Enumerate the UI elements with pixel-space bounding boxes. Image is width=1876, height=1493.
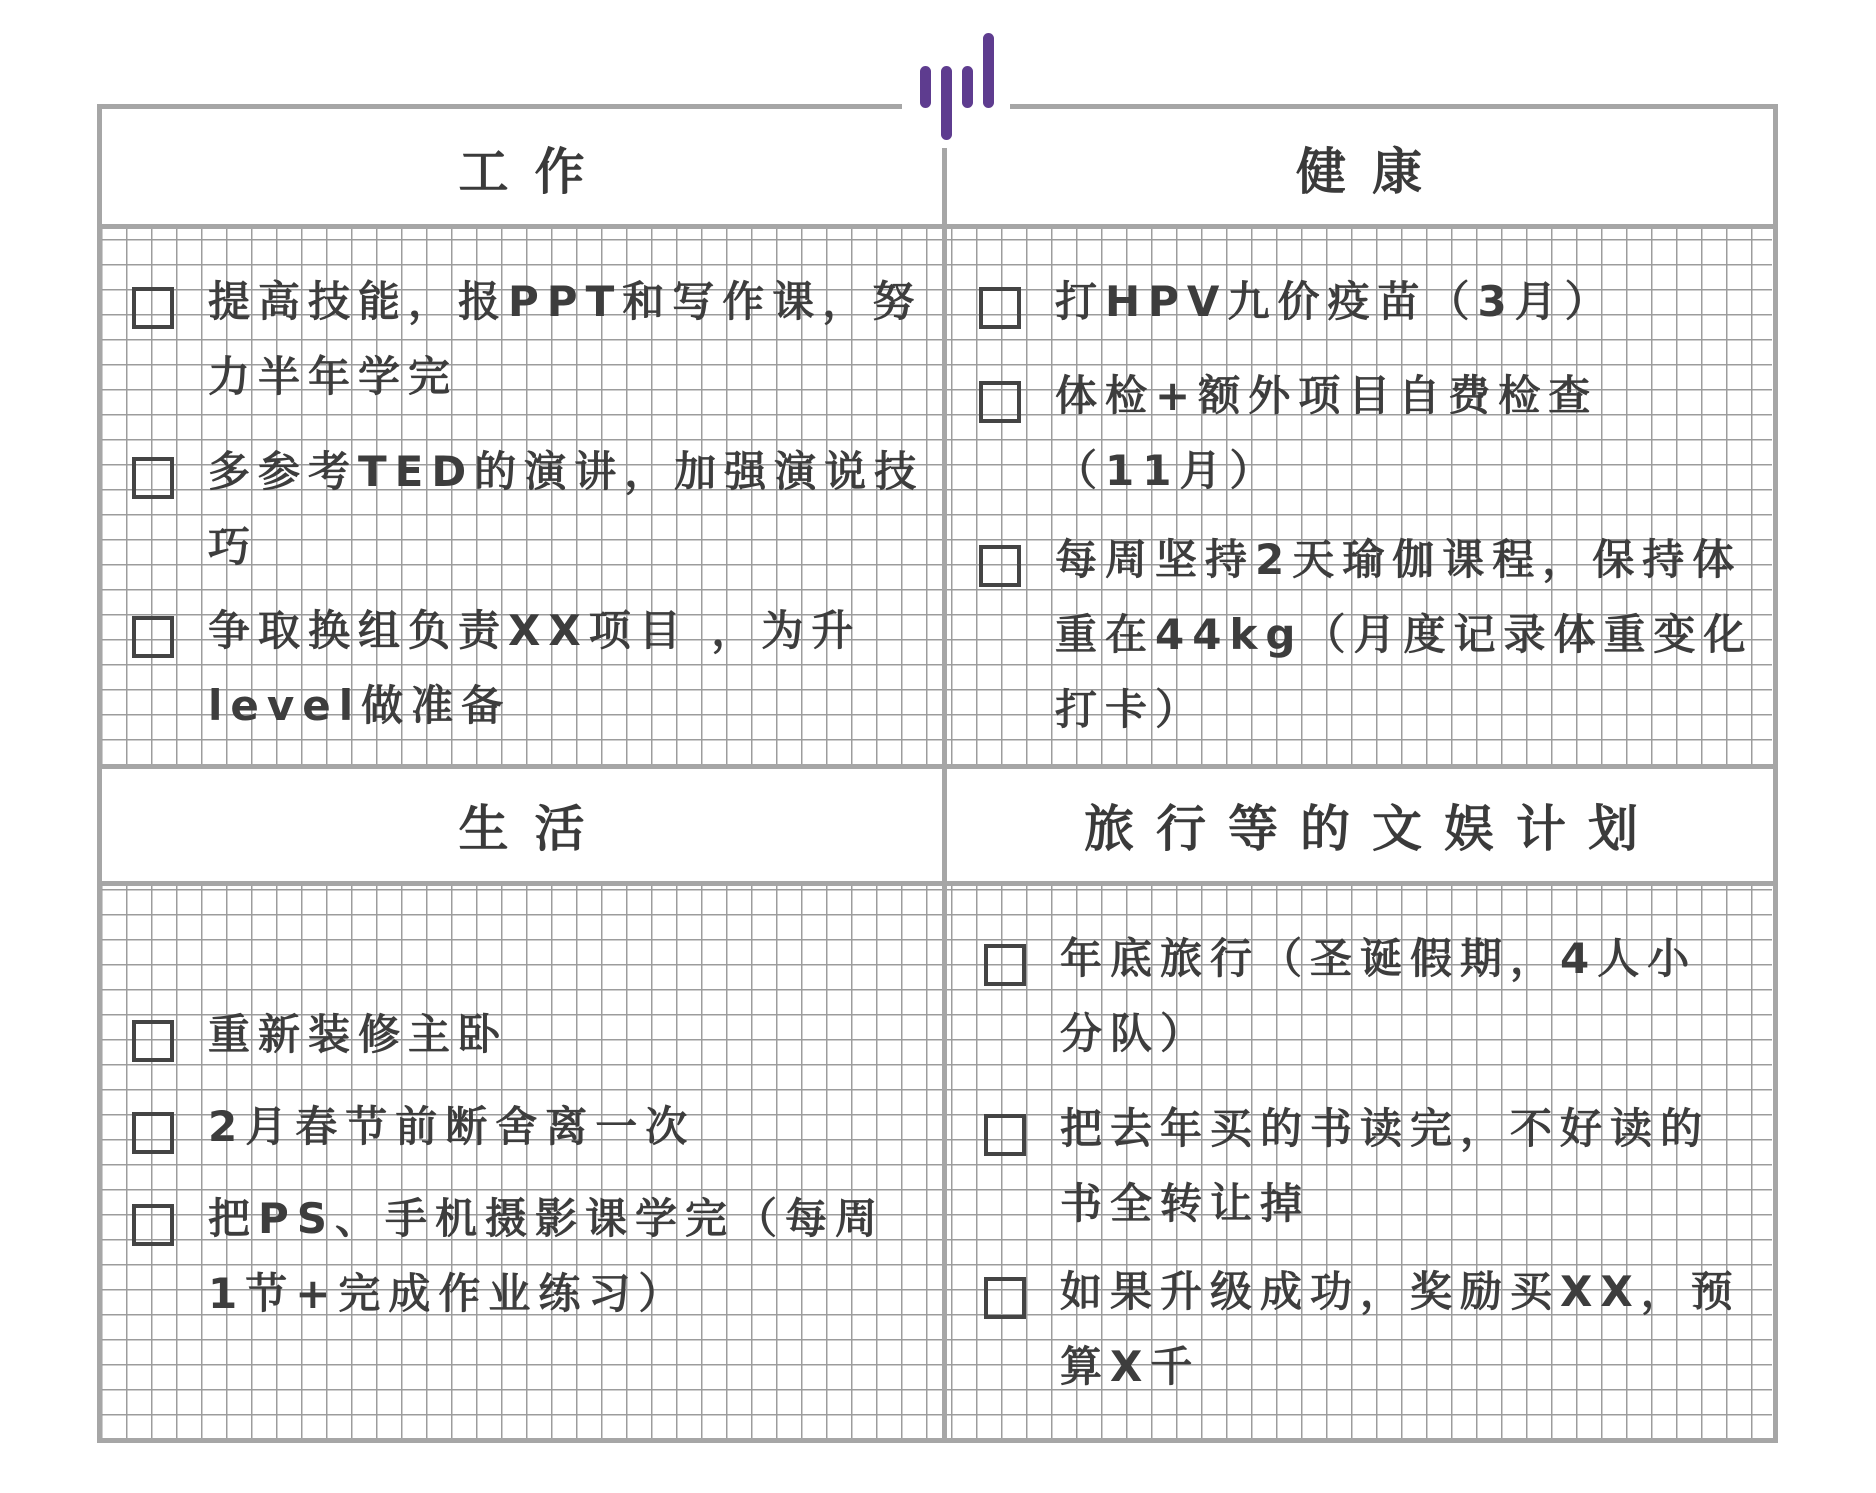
todo-text: 把去年买的书读完，不好读的书全转让掉 [1060,1104,1711,1228]
todo-text: 每周坚持2天瑜伽课程，保持体重在44kg（月度记录体重变化打卡） [1055,535,1754,734]
todo-item[interactable] [984,1269,1764,1404]
frame-top-right [1010,104,1778,109]
quadrant-title: 生活 [458,800,611,858]
quadrant-header-life [101,768,942,882]
todo-text: 重新装修主卧 [208,1010,509,1059]
todo-item[interactable] [132,608,932,743]
todo-text: 提高技能，报PPT和写作课，努力半年学完 [208,277,923,401]
todo-text: 争取换组负责XX项目 ，为升level做准备 [208,606,862,730]
audio-bars-logo-icon [916,30,996,142]
checkbox[interactable] [132,616,174,658]
checkbox[interactable] [132,457,174,499]
todo-item[interactable] [132,279,932,414]
todo-item[interactable] [132,449,932,584]
frame-right [1773,104,1778,1443]
checkbox[interactable] [979,381,1021,423]
middle-divider-top [97,764,1778,769]
todo-item[interactable] [132,1104,932,1164]
quadrant-header-travel [946,768,1772,882]
todo-item[interactable] [979,373,1759,508]
checkbox[interactable] [984,1114,1026,1156]
frame-top-left [97,104,902,109]
todo-text: 体检+额外项目自费检查（11月） [1055,371,1599,495]
checkbox[interactable] [984,944,1026,986]
todo-text: 年底旅行（圣诞假期，4人小分队） [1060,934,1698,1058]
todo-item[interactable] [979,537,1759,747]
quadrant-header-work [101,109,942,226]
quadrant-title: 工作 [458,142,611,201]
todo-text: 把PS、手机摄影课学完（每周1节+完成作业练习） [208,1194,886,1318]
center-divider [942,148,947,1443]
todo-item[interactable] [132,1012,932,1072]
todo-item[interactable] [979,279,1759,339]
todo-item[interactable] [984,936,1764,1071]
todo-item[interactable] [984,1106,1764,1241]
todo-text: 多参考TED的演讲，加强演说技巧 [208,447,925,571]
checkbox[interactable] [132,1112,174,1154]
checkbox[interactable] [979,545,1021,587]
todo-text: 打HPV九价疫苗（3月） [1055,277,1615,326]
frame-left [97,104,102,1443]
checkbox[interactable] [984,1277,1026,1319]
todo-text: 2月春节前断舍离一次 [208,1102,696,1151]
todo-item[interactable] [132,1196,932,1331]
checkbox[interactable] [979,287,1021,329]
frame-bottom [97,1438,1778,1443]
quadrant-title: 旅行等的文娱计划 [1084,800,1660,858]
header-divider-top [97,224,1778,229]
checkbox[interactable] [132,1020,174,1062]
quadrant-header-health [946,109,1772,226]
quadrant-title: 健康 [1296,142,1448,201]
middle-divider-bottom [97,881,1778,886]
checkbox[interactable] [132,287,174,329]
checkbox[interactable] [132,1204,174,1246]
todo-text: 如果升级成功，奖励买XX，预算X千 [1060,1267,1741,1391]
